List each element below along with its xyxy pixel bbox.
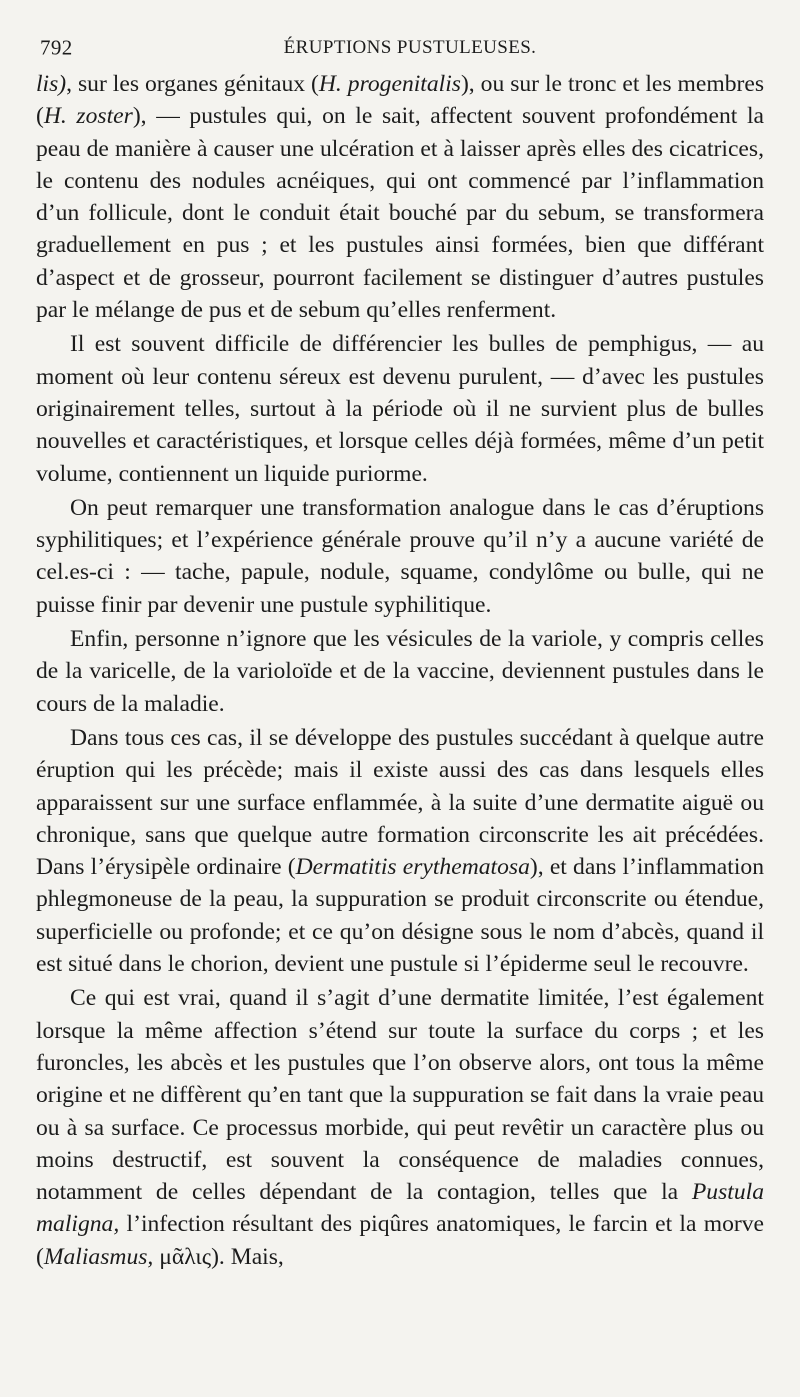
paragraph xyxy=(36,722,764,980)
paragraph xyxy=(36,492,764,621)
text-run: ), — pustules qui, on le sait, affectent souvent profondément la peau de manière à causer une ulcération et à laisser après elles des cicatrices, le contenu des nodules acnéiques, qui ont commencé par l’inflammation d’un follicule, dont le conduit était bouché par du sebum, se transformera graduellement en pus ; et les pustules ainsi formées, bien que différant d’aspect et de grosseur, pourront facilement se distinguer d’autres pustules par le mélange de pus et de sebum qu’elles renferment. xyxy=(36,103,764,324)
text-run: lis) xyxy=(36,71,67,97)
paragraph xyxy=(36,982,764,1273)
running-head xyxy=(36,28,764,68)
text-run: Dermatitis erythematosa xyxy=(295,854,530,881)
body-text xyxy=(36,68,764,1273)
text-run: μᾶλις). Mais, xyxy=(153,1243,284,1270)
text-run: Il est souvent difficile de différencier les bulles de pemphigus, — au moment où leur contenu séreux est devenu purulent, — d’avec les pustules originairement telles, surtout à la période où il ne survient plus de bulles nouvelles et caractéristiques, et lorsque celles déjà formées, même d’un petit volume, contiennent un liquide puriorme. xyxy=(36,331,764,487)
text-run: Maliasmus, xyxy=(43,1243,154,1270)
paragraph xyxy=(36,623,764,720)
text-run: Pustula maligna, xyxy=(36,1179,764,1238)
text-run: ), ou sur le tronc et les membres ( xyxy=(36,71,764,130)
paragraph xyxy=(36,68,764,326)
text-run: Dans tous ces cas, il se développe des pustules succédant à quelque autre éruption qui les précède; mais il existe aussi des cas dans lesquels elles apparaissent sur une surface enflammée, à la suite d’une dermatite aiguë ou chronique, sans que quelque autre formation circonscrite les ait précédées. Dans l’érysipèle ordinaire ( xyxy=(36,724,764,881)
paragraph xyxy=(36,328,764,489)
text-run: H. zoster xyxy=(43,103,133,130)
text-run: On peut remarquer une transformation analogue dans le cas d’éruptions syphilitiques; et l’expérience générale prouve qu’il n’y a aucune variété de cel.es-ci : — tache, papule, nodule, squame, condylôme ou bulle, qui ne puisse finir par devenir une pustule syphilitique. xyxy=(36,494,764,618)
text-run: Ce qui est vrai, quand il s’agit d’une dermatite limitée, l’est également lorsque la même affection s’étend sur toute la surface du corps ; et les furoncles, les abcès et les pustules que l’on observe alors, ont tous la même origine et ne diffèrent qu’en tant que la suppuration se fait dans la vraie peau ou à sa surface. Ce processus morbide, qui peut revêtir un caractère plus ou moins destructif, est souvent la conséquence de maladies connues, notamment de celles dépendant de la contagion, telles que la xyxy=(36,985,764,1206)
text-run: H. progenitalis xyxy=(318,71,461,97)
running-title: ÉRUPTIONS PUSTULEUSES. xyxy=(283,37,537,58)
text-run: Enfin, personne n’ignore que les vésicules de la variole, y compris celles de la varicelle, de la varioloïde et de la vaccine, deviennent pustules dans le cours de la maladie. xyxy=(36,626,764,717)
text-run: ), et dans l’inflammation phlegmoneuse de la peau, la suppuration se produit circonscrite ou étendue, superficielle ou profonde; et ce qu’on désigne sous le nom d’abcès, quand il est situé dans le chorion, devient une pustule si l’épiderme seul le recouvre. xyxy=(36,854,764,978)
text-run: , sur les organes génitaux ( xyxy=(66,71,319,97)
text-run: l’infection résultant des piqûres anatomiques, le farcin et la morve ( xyxy=(36,1211,764,1270)
page-number: 792 xyxy=(40,35,73,60)
